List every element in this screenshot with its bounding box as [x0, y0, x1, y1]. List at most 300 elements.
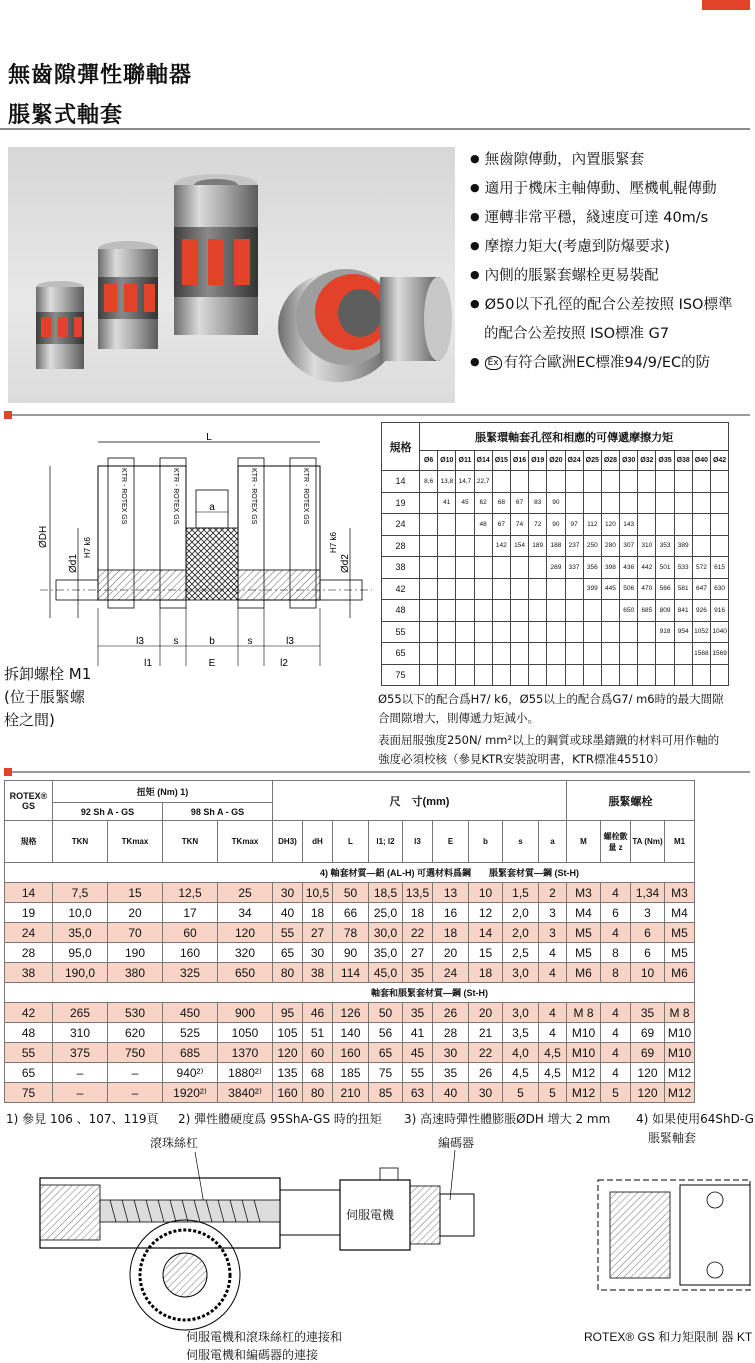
torque-cell — [474, 621, 492, 643]
torque-cell — [420, 621, 438, 643]
caption-left: 伺服電機和滾珠絲杠的連接和 — [186, 1330, 343, 1344]
value-cell: 8 — [601, 943, 631, 963]
torque-cell: 68 — [492, 492, 510, 514]
table-row — [382, 557, 729, 579]
servo-label: 伺服電機 — [346, 1208, 395, 1222]
table-row — [382, 492, 729, 514]
value-cell: 22 — [469, 1043, 503, 1063]
torque-cell — [474, 643, 492, 665]
torque-cell — [529, 600, 547, 622]
torque-cell — [492, 600, 510, 622]
value-cell: 120 — [218, 923, 273, 943]
value-cell: 55 — [273, 923, 303, 943]
column-header: l3 — [403, 821, 433, 863]
torque-cell: 72 — [529, 514, 547, 536]
note-line: 拆卸螺栓 M1 — [4, 665, 92, 683]
table-row — [5, 923, 695, 943]
torque-header: 扭矩 (Nm) 1) — [53, 781, 273, 803]
value-cell: 375 — [53, 1043, 108, 1063]
coupling-section-drawing — [0, 428, 372, 668]
table-row — [382, 514, 729, 536]
torque-cell — [438, 514, 456, 536]
torque-cell — [638, 664, 656, 686]
material-row: 4) 軸套材質—鋁 (AL-H) 可選材料爲鋼 脹緊套材質—鋼 (St-H) — [5, 863, 695, 883]
value-cell: 15 — [108, 883, 163, 903]
value-cell: 4 — [601, 1023, 631, 1043]
diameter-header: Ø38 — [674, 451, 692, 471]
ktr-label: KTR - ROTEX GS — [302, 468, 309, 525]
value-cell: 6 — [631, 943, 665, 963]
value-cell: 190,0 — [53, 963, 108, 983]
torque-cell — [711, 492, 729, 514]
coupling-illustration — [8, 147, 455, 403]
feature-item: ● 摩擦力矩大(考慮到防爆要求) — [470, 233, 755, 262]
value-cell: M12 — [567, 1083, 601, 1103]
size-cell: 38 — [5, 963, 53, 983]
table-row — [382, 535, 729, 557]
table-note: 表面屈服強度250N/ mm²以上的鋼質或球墨鑄鐵的材料可用作軸的 — [378, 733, 720, 747]
torque-cell — [456, 578, 474, 600]
value-cell: 30 — [303, 943, 333, 963]
value-cell: 30,0 — [369, 923, 403, 943]
torque-cell — [674, 492, 692, 514]
value-cell: 35 — [631, 1003, 665, 1023]
torque-cell: 280 — [601, 535, 619, 557]
torque-cell: 581 — [674, 578, 692, 600]
value-cell: 310 — [53, 1023, 108, 1043]
torque-cell — [565, 600, 583, 622]
torque-cell — [420, 578, 438, 600]
column-header: M1 — [665, 821, 695, 863]
table-row — [382, 600, 729, 622]
value-cell: 620 — [108, 1023, 163, 1043]
torque-cell — [438, 557, 456, 579]
torque-cell: 918 — [656, 621, 674, 643]
value-cell: 114 — [333, 963, 369, 983]
torque-cell — [456, 643, 474, 665]
value-cell: 18 — [403, 903, 433, 923]
value-cell: 80 — [273, 963, 303, 983]
value-cell: M12 — [665, 1083, 695, 1103]
footnote: 1) 參見 106 、107、119頁 — [6, 1112, 159, 1126]
torque-cell — [583, 664, 601, 686]
value-cell: 65 — [273, 943, 303, 963]
torque-cell — [583, 471, 601, 493]
tolerance-label: H7 k6 — [329, 532, 338, 553]
section-marker — [4, 411, 12, 419]
value-cell: 40 — [433, 1083, 469, 1103]
torque-cell — [601, 600, 619, 622]
diameter-header: Ø10 — [438, 451, 456, 471]
torque-cell — [565, 643, 583, 665]
torque-cell: 188 — [547, 535, 565, 557]
value-cell: – — [108, 1063, 163, 1083]
value-cell: M4 — [567, 903, 601, 923]
value-cell: 90 — [333, 943, 369, 963]
size-cell: 24 — [5, 923, 53, 943]
torque-cell — [620, 621, 638, 643]
value-cell: 95 — [273, 1003, 303, 1023]
feature-item: ● Ø50以下孔徑的配合公差按照 ISO標準 — [470, 291, 755, 320]
size-cell: 48 — [382, 600, 420, 622]
value-cell: M6 — [567, 963, 601, 983]
diameter-header: Ø16 — [510, 451, 528, 471]
value-cell: M3 — [567, 883, 601, 903]
torque-cell — [638, 492, 656, 514]
top-accent-bar — [702, 0, 750, 10]
value-cell: 4 — [601, 1043, 631, 1063]
value-cell: 4,5 — [539, 1043, 567, 1063]
value-cell: 10,5 — [303, 883, 333, 903]
value-cell: 2,0 — [503, 903, 539, 923]
value-cell: 25,0 — [369, 903, 403, 923]
torque-cell — [656, 492, 674, 514]
value-cell: 120 — [273, 1043, 303, 1063]
torque-cell — [529, 557, 547, 579]
torque-cell — [529, 578, 547, 600]
value-cell: 5 — [539, 1083, 567, 1103]
column-header: E — [433, 821, 469, 863]
torque-cell — [656, 471, 674, 493]
dim-l3-label: l3 — [286, 636, 294, 647]
value-cell: 1920²⁾ — [163, 1083, 218, 1103]
torque-cell: 436 — [620, 557, 638, 579]
torque-cell: 501 — [656, 557, 674, 579]
column-header: TKN — [53, 821, 108, 863]
size-cell: 14 — [382, 471, 420, 493]
value-cell: 265 — [53, 1003, 108, 1023]
value-cell: 140 — [333, 1023, 369, 1043]
value-cell: 650 — [218, 963, 273, 983]
size-cell: 65 — [5, 1063, 53, 1083]
value-cell: 3 — [631, 903, 665, 923]
ballscrew-label: 滾珠絲杠 — [150, 1136, 199, 1150]
product-photo — [8, 147, 455, 403]
torque-cell: 926 — [692, 600, 710, 622]
value-cell: 56 — [369, 1023, 403, 1043]
torque-cell — [565, 578, 583, 600]
value-cell: 900 — [218, 1003, 273, 1023]
torque-cell: 1569 — [711, 643, 729, 665]
torque-cell: 8,6 — [420, 471, 438, 493]
value-cell: 41 — [403, 1023, 433, 1043]
table-row — [5, 963, 695, 983]
torque-cell: 250 — [583, 535, 601, 557]
value-cell: 78 — [333, 923, 369, 943]
torque-cell — [510, 557, 528, 579]
torque-cell — [601, 492, 619, 514]
torque-cell — [510, 471, 528, 493]
dim-d2-label: Ød2 — [340, 554, 351, 573]
value-cell: 50 — [369, 1003, 403, 1023]
value-cell: 12,5 — [163, 883, 218, 903]
dim-a-label: a — [209, 502, 215, 513]
value-cell: – — [53, 1063, 108, 1083]
size-cell: 28 — [382, 535, 420, 557]
value-cell: M 8 — [665, 1003, 695, 1023]
column-header: TKN — [163, 821, 218, 863]
size-cell: 75 — [382, 664, 420, 686]
column-header: dH — [303, 821, 333, 863]
value-cell: 26 — [469, 1063, 503, 1083]
column-header: M — [567, 821, 601, 863]
value-cell: 45 — [403, 1043, 433, 1063]
page-title: 無齒隙彈性聯軸器 — [8, 63, 193, 88]
torque-cell — [492, 621, 510, 643]
table-row — [5, 903, 695, 923]
size-header: 規格 — [382, 423, 420, 471]
section-divider — [4, 414, 750, 416]
torque-cell: 442 — [638, 557, 656, 579]
shore92-header: 92 Sh A - GS — [53, 803, 163, 821]
torque-cell: 1040 — [711, 621, 729, 643]
torque-cell — [474, 664, 492, 686]
torque-cell — [510, 664, 528, 686]
tolerance-label: H7 k6 — [83, 537, 92, 558]
feature-item: ● 運轉非常平穩，綫速度可達 40m/s — [470, 204, 755, 233]
table-row — [382, 578, 729, 600]
column-header: a — [539, 821, 567, 863]
torque-cell: 48 — [474, 514, 492, 536]
value-cell: 24 — [433, 963, 469, 983]
value-cell: M10 — [665, 1023, 695, 1043]
removal-bolt-note — [4, 663, 91, 732]
value-cell: 17 — [163, 903, 218, 923]
torque-cell — [492, 471, 510, 493]
size-cell: 38 — [382, 557, 420, 579]
value-cell: 51 — [303, 1023, 333, 1043]
value-cell: 15 — [469, 943, 503, 963]
title-divider — [0, 128, 750, 130]
torque-cell — [565, 664, 583, 686]
dim-l2-label: l2 — [280, 658, 288, 669]
torque-cell — [620, 643, 638, 665]
diameter-header: Ø28 — [601, 451, 619, 471]
size-cell: 48 — [5, 1023, 53, 1043]
torque-cell — [547, 643, 565, 665]
torque-cell — [711, 471, 729, 493]
value-cell: 135 — [273, 1063, 303, 1083]
size-cell: 42 — [382, 578, 420, 600]
torque-cell — [583, 600, 601, 622]
value-cell: 4,0 — [503, 1043, 539, 1063]
torque-cell: 142 — [492, 535, 510, 557]
torque-cell — [438, 600, 456, 622]
value-cell: 40 — [273, 903, 303, 923]
torque-cell — [692, 514, 710, 536]
expansion-torque-table — [381, 422, 729, 686]
torque-cell — [601, 621, 619, 643]
value-cell: M4 — [665, 903, 695, 923]
torque-cell: 307 — [620, 535, 638, 557]
value-cell: 13 — [433, 883, 469, 903]
rotex-gs-dimension-table — [4, 780, 695, 1103]
value-cell: 5 — [503, 1083, 539, 1103]
torque-cell — [711, 664, 729, 686]
torque-cell — [529, 621, 547, 643]
torque-cell — [583, 643, 601, 665]
value-cell: 1,34 — [631, 883, 665, 903]
torque-cell — [692, 471, 710, 493]
table-row — [382, 643, 729, 665]
value-cell: M5 — [567, 943, 601, 963]
torque-cell — [674, 514, 692, 536]
value-cell: M5 — [567, 923, 601, 943]
torque-cell: 954 — [674, 621, 692, 643]
feature-item-ex-text: 有符合歐洲EC標准94/9/EC的防 — [503, 355, 711, 371]
table-note: 強度必須校核（參見KTR安裝說明書，KTR標准45510） — [378, 752, 665, 766]
dim-L-label: L — [206, 432, 212, 443]
value-cell: 35,0 — [53, 923, 108, 943]
diameter-header: Ø32 — [638, 451, 656, 471]
torque-cell — [674, 664, 692, 686]
value-cell: 85 — [369, 1083, 403, 1103]
value-cell: 4 — [539, 1023, 567, 1043]
table-caption: 脹緊環軸套孔徑和相應的可傳遞摩擦力矩 — [420, 423, 729, 451]
value-cell: 190 — [108, 943, 163, 963]
ktr-label: KTR - ROTEX GS — [172, 468, 179, 525]
value-cell: M12 — [665, 1063, 695, 1083]
torque-cell: 189 — [529, 535, 547, 557]
value-cell: M 8 — [567, 1003, 601, 1023]
value-cell: 160 — [163, 943, 218, 963]
torque-cell — [583, 621, 601, 643]
table-row — [382, 664, 729, 686]
column-header: TKmax — [218, 821, 273, 863]
torque-cell — [510, 621, 528, 643]
torque-cell — [656, 514, 674, 536]
value-cell: 7,5 — [53, 883, 108, 903]
value-cell: 35,0 — [369, 943, 403, 963]
value-cell: 750 — [108, 1043, 163, 1063]
note-line: (位于脹緊螺 — [4, 688, 85, 706]
torque-cell — [510, 600, 528, 622]
value-cell: 69 — [631, 1023, 665, 1043]
torque-cell: 143 — [620, 514, 638, 536]
table-note: Ø55以下的配合爲H7/ k6，Ø55以上的配合爲G7/ m6時的最大間隙 — [378, 692, 724, 706]
value-cell: 450 — [163, 1003, 218, 1023]
torque-cell — [547, 664, 565, 686]
torque-cell — [547, 578, 565, 600]
value-cell: M10 — [665, 1043, 695, 1063]
footnote: 4) 如果使用64ShD-G — [636, 1112, 754, 1126]
torque-cell: 470 — [638, 578, 656, 600]
torque-cell — [692, 535, 710, 557]
value-cell: 10 — [469, 883, 503, 903]
torque-cell: 630 — [711, 578, 729, 600]
value-cell: 4,5 — [539, 1063, 567, 1083]
value-cell: 60 — [163, 923, 218, 943]
value-cell: 325 — [163, 963, 218, 983]
torque-cell: 83 — [529, 492, 547, 514]
caption-left-2: 伺服電機和編碼器的連接 — [186, 1348, 319, 1362]
size-cell: 65 — [382, 643, 420, 665]
diameter-header: Ø35 — [656, 451, 674, 471]
torque-cell — [711, 514, 729, 536]
torque-cell — [456, 535, 474, 557]
torque-cell: 14,7 — [456, 471, 474, 493]
value-cell: 6 — [631, 923, 665, 943]
value-cell: 2,5 — [503, 943, 539, 963]
torque-cell: 1568 — [692, 643, 710, 665]
torque-cell — [638, 471, 656, 493]
column-header: TA (Nm) — [631, 821, 665, 863]
torque-cell — [620, 492, 638, 514]
torque-cell — [547, 600, 565, 622]
torque-cell: 353 — [656, 535, 674, 557]
value-cell: M5 — [665, 923, 695, 943]
feature-item-continuation: 的配合公差按照 ISO標准 G7 — [484, 326, 670, 342]
diameter-header: Ø40 — [692, 451, 710, 471]
feature-item: ● 內側的脹緊套螺栓更易裝配 — [470, 262, 755, 291]
value-cell: 210 — [333, 1083, 369, 1103]
dim-d1-label: Ød1 — [68, 554, 79, 573]
value-cell: 3 — [539, 903, 567, 923]
torque-cell — [583, 492, 601, 514]
table-note: 合間隙增大，則傳遞力矩減小。 — [378, 711, 539, 725]
material-row: 軸套和脹緊套材質—鋼 (St-H) — [5, 983, 695, 1003]
value-cell: M6 — [665, 963, 695, 983]
section-divider — [4, 771, 750, 773]
torque-cell: 398 — [601, 557, 619, 579]
torque-cell — [601, 471, 619, 493]
value-cell: 4 — [601, 883, 631, 903]
column-header: L — [333, 821, 369, 863]
value-cell: 30 — [273, 883, 303, 903]
torque-cell: 572 — [692, 557, 710, 579]
torque-cell — [438, 664, 456, 686]
value-cell: 8 — [601, 963, 631, 983]
torque-cell: 650 — [620, 600, 638, 622]
table-row — [5, 1043, 695, 1063]
torque-cell — [692, 664, 710, 686]
value-cell: 320 — [218, 943, 273, 963]
torque-cell — [438, 578, 456, 600]
torque-cell: 615 — [711, 557, 729, 579]
value-cell: 2 — [539, 883, 567, 903]
value-cell: 10,0 — [53, 903, 108, 923]
value-cell: 3 — [539, 923, 567, 943]
torque-cell — [474, 557, 492, 579]
column-header: l1; l2 — [369, 821, 403, 863]
diameter-header: Ø25 — [583, 451, 601, 471]
torque-cell: 809 — [656, 600, 674, 622]
value-cell: 4 — [601, 1063, 631, 1083]
value-cell: 3,0 — [503, 963, 539, 983]
value-cell: 1370 — [218, 1043, 273, 1063]
torque-cell: 90 — [547, 492, 565, 514]
torque-cell: 97 — [565, 514, 583, 536]
table-row — [382, 471, 729, 493]
value-cell: 940²⁾ — [163, 1063, 218, 1083]
value-cell: 68 — [303, 1063, 333, 1083]
value-cell: M10 — [567, 1023, 601, 1043]
torque-cell: 533 — [674, 557, 692, 579]
size-cell: 14 — [5, 883, 53, 903]
value-cell: 4 — [539, 1003, 567, 1023]
torque-cell — [492, 664, 510, 686]
torque-cell: 74 — [510, 514, 528, 536]
torque-cell: 841 — [674, 600, 692, 622]
torque-cell — [547, 621, 565, 643]
torque-cell — [438, 621, 456, 643]
value-cell: 5 — [601, 1083, 631, 1103]
column-header: TKmax — [108, 821, 163, 863]
size-cell: 42 — [5, 1003, 53, 1023]
diameter-header: Ø14 — [474, 451, 492, 471]
value-cell: 38 — [303, 963, 333, 983]
torque-cell — [456, 621, 474, 643]
